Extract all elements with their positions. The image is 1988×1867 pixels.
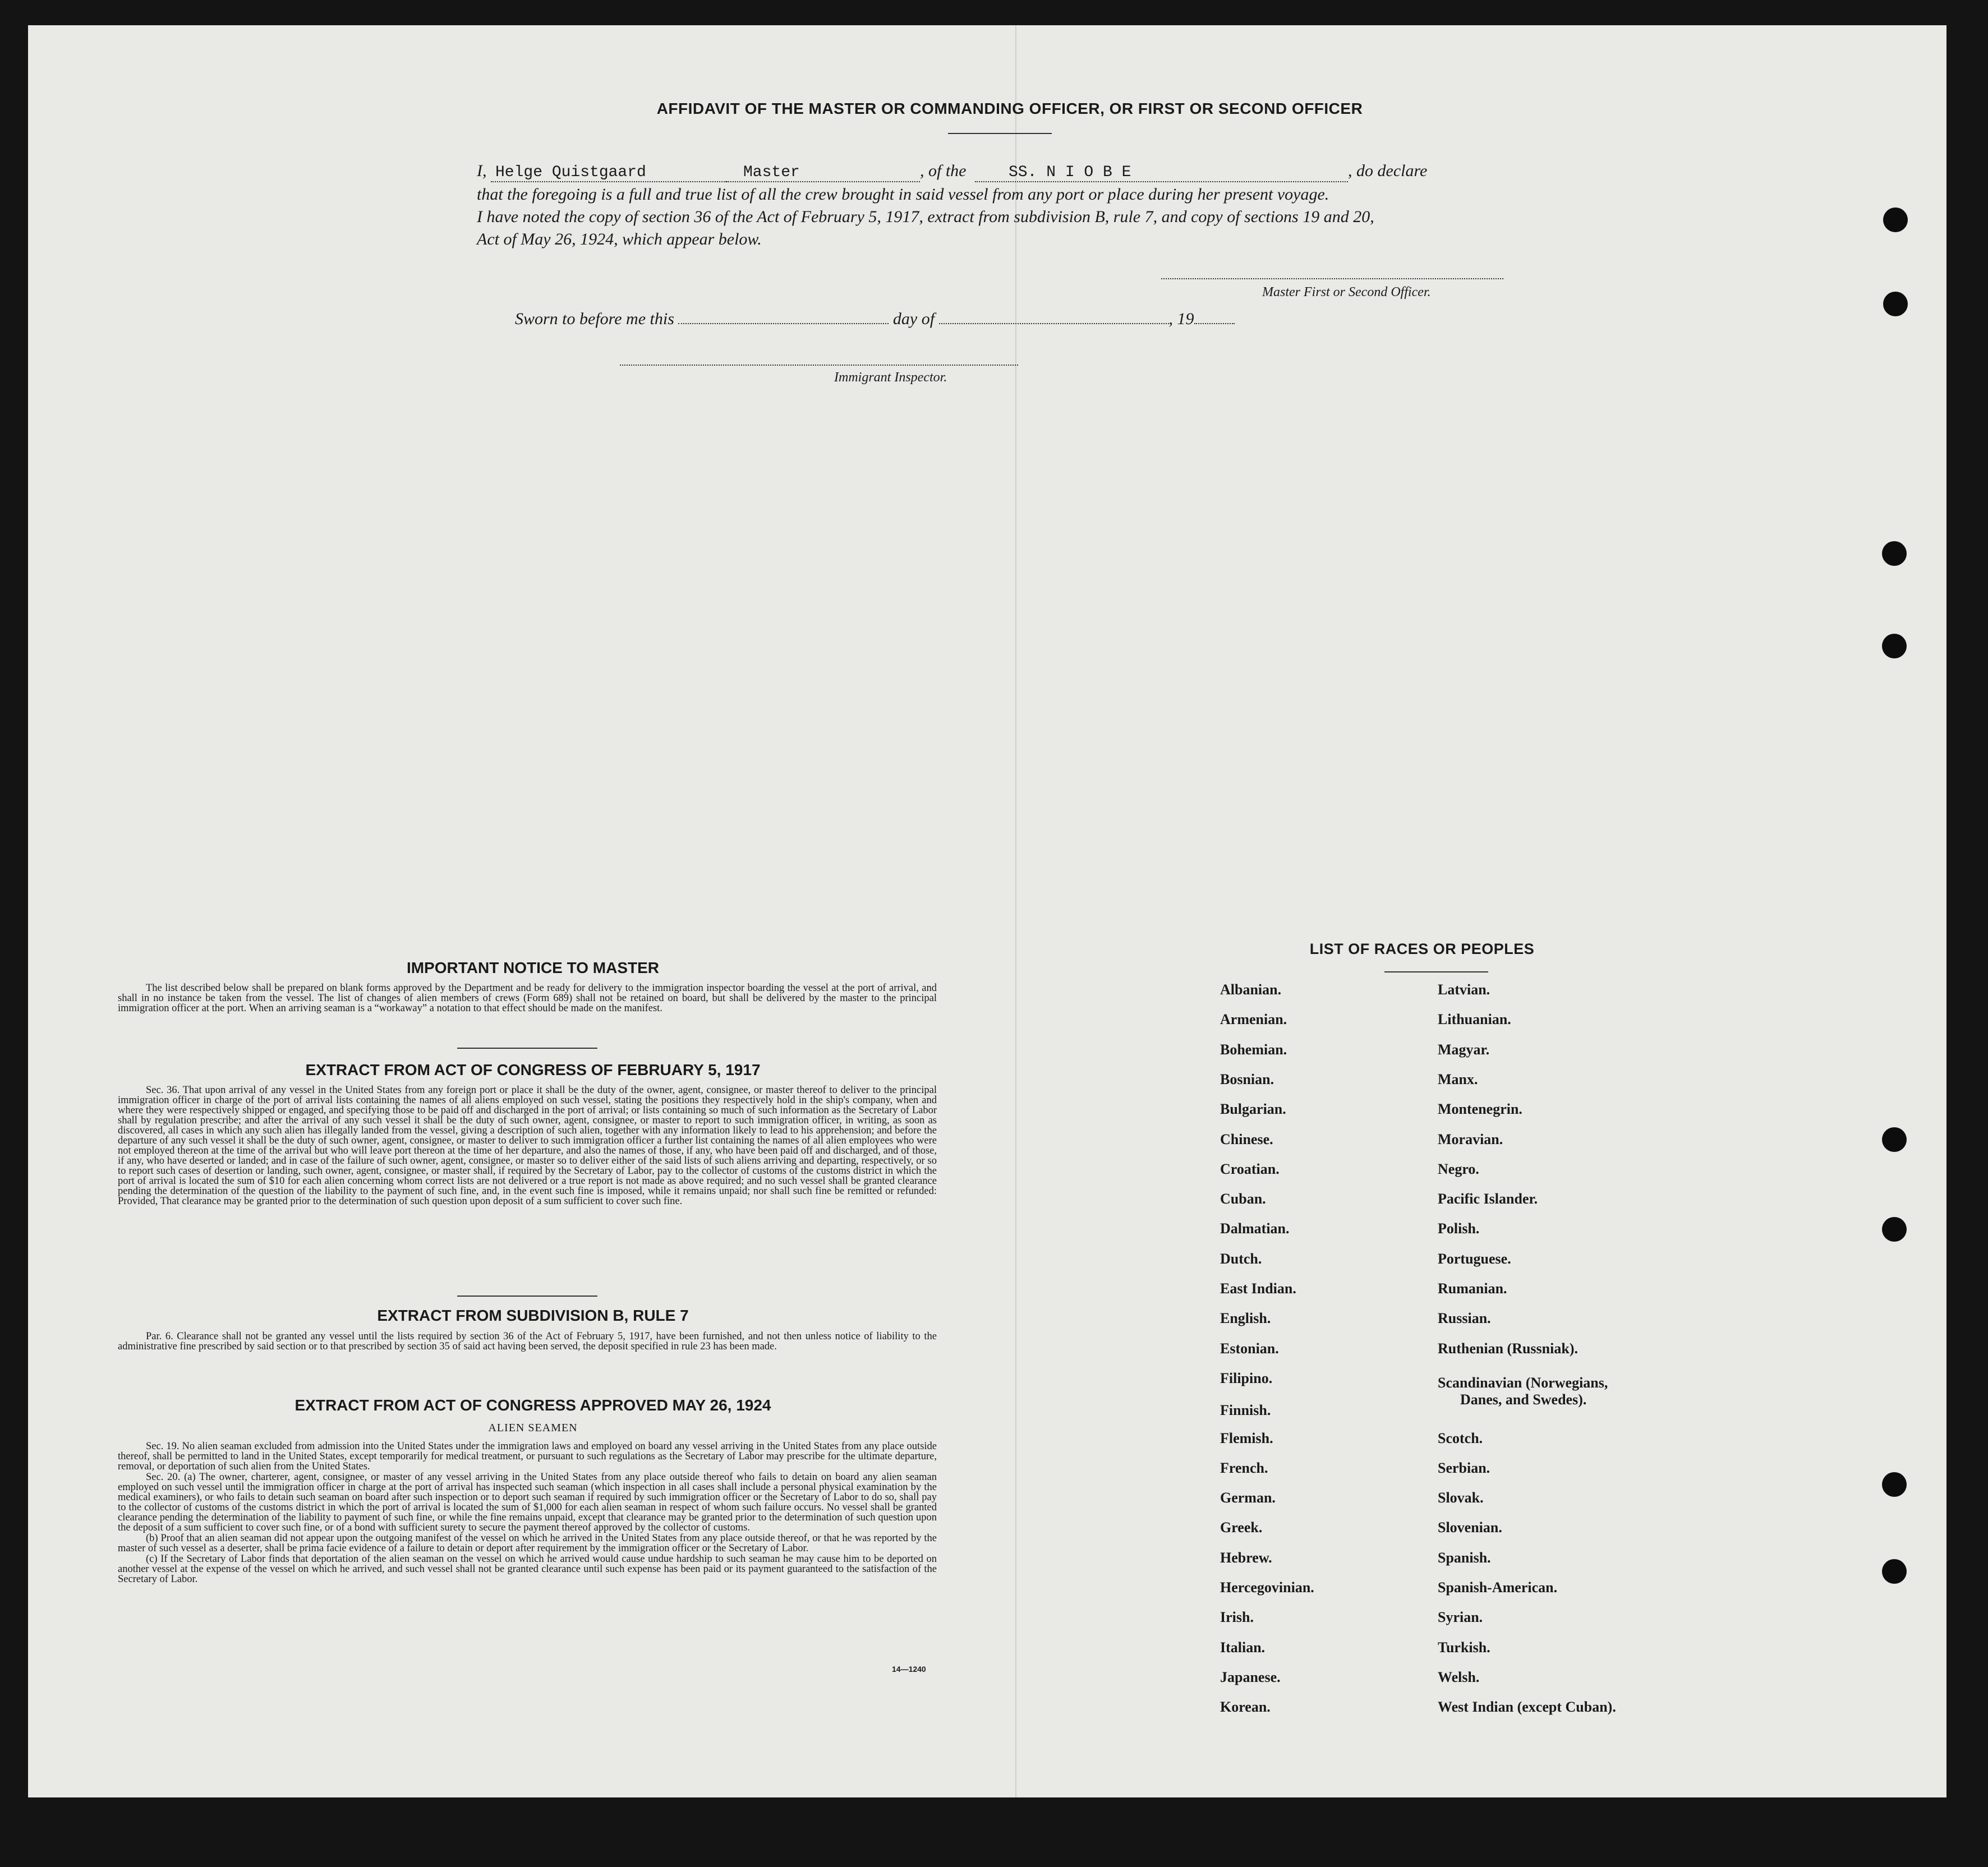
inspector-signature-line[interactable] (620, 365, 1018, 366)
race-item: Spanish-American. (1438, 1579, 1558, 1596)
race-item: Filipino. (1220, 1370, 1273, 1386)
race-item: Spanish. (1438, 1549, 1491, 1566)
punch-hole (1882, 1127, 1907, 1152)
race-item: Negro. (1438, 1160, 1479, 1177)
race-item: Pacific Islander. (1438, 1191, 1538, 1207)
race-row (1220, 1131, 1669, 1161)
race-row (1220, 1161, 1669, 1191)
affidavit-line-3: I have noted the copy of section 36 of the Act of February 5, 1917, extract from subdivision B, rule 7, and copy of sections 19 and 20, (477, 208, 1374, 226)
day-of-text: day of (892, 310, 935, 328)
race-item: German. (1220, 1490, 1276, 1506)
race-item: Japanese. (1220, 1668, 1281, 1685)
sworn-line (515, 310, 1235, 329)
race-item: Scotch. (1438, 1430, 1483, 1446)
extract-1924-text (118, 1441, 937, 1585)
affidavit-line-2: that the foregoing is a full and true list of all the crew brought in said vessel from any port or place during her present voyage. (477, 185, 1329, 204)
race-row (1220, 1101, 1669, 1131)
race-item: Slovak. (1438, 1490, 1484, 1506)
race-item: West Indian (except Cuban). (1438, 1699, 1616, 1716)
race-row (1220, 1579, 1669, 1609)
race-row (1220, 1340, 1669, 1370)
race-item: Bosnian. (1220, 1071, 1274, 1087)
race-item: Syrian. (1438, 1609, 1483, 1626)
race-row (1220, 1251, 1669, 1280)
race-item: Turkish. (1438, 1639, 1490, 1656)
affidavit-line-1 (477, 162, 1427, 182)
races-rule (1384, 971, 1488, 972)
race-item: Irish. (1220, 1609, 1254, 1626)
notice-heading: IMPORTANT NOTICE TO MASTER (406, 959, 660, 976)
race-row (1220, 1191, 1669, 1220)
officer-signature-line[interactable] (1161, 278, 1503, 279)
race-row (1220, 1639, 1669, 1669)
sec19-text: Sec. 19. No alien seaman excluded from admission into the United States under the immigration laws and employed on board any vessel arriving in the United States from any place outside thereof, shall be permitted to land in the United States, except temporarily for medical treatment, or pursuant to such regulations as the Secretary of Labor may prescribe for the ultimate departure, removal, or deportation of such alien from the United States. (118, 1441, 937, 1472)
race-row (1220, 1669, 1669, 1699)
race-item: Latvian. (1438, 981, 1490, 998)
officer-signature-label: Master First or Second Officer. (1262, 285, 1431, 299)
sworn-prefix: Sworn to before me this (515, 310, 674, 328)
race-item: Montenegrin. (1438, 1101, 1522, 1118)
page-fold (1015, 25, 1016, 1797)
race-item: Chinese. (1220, 1131, 1273, 1147)
race-row (1220, 1220, 1669, 1250)
races-heading: LIST OF RACES OR PEOPLES (1309, 941, 1535, 957)
race-row (1220, 1460, 1669, 1490)
race-row (1220, 1699, 1669, 1728)
race-item: Welsh. (1438, 1668, 1480, 1685)
race-item: Bohemian. (1220, 1041, 1287, 1058)
punch-hole (1883, 208, 1908, 232)
section-rule (457, 1296, 597, 1297)
punch-hole (1882, 541, 1907, 566)
year-prefix: , 19 (1168, 310, 1194, 328)
race-item: French. (1220, 1459, 1268, 1476)
race-item: Russian. (1438, 1310, 1491, 1327)
rank: Master (743, 164, 800, 181)
race-item: Hercegovinian. (1220, 1579, 1314, 1596)
race-item: Cuban. (1220, 1191, 1266, 1207)
race-row (1220, 1280, 1669, 1310)
race-item: Slovenian. (1438, 1519, 1502, 1536)
sworn-month-field[interactable] (939, 323, 1169, 324)
punch-hole (1883, 292, 1908, 316)
notice-text: The list described below shall be prepared on blank forms approved by the Department and be ready for delivery to the immigration inspector boarding the vessel at the port of arrival, and shall in no instance be taken from the vessel. The list of changes of alien members of crews (Form 689) shall not be retained on board, but shall be delivered by the master to the principal immigration officer at the port. When an arriving seaman is a “workaway” a notation to that effect should be made on the manifest. (118, 983, 937, 1014)
race-item: English. (1220, 1310, 1271, 1327)
race-row (1220, 1071, 1669, 1101)
race-item: Korean. (1220, 1699, 1271, 1716)
do-declare-text: , do declare (1348, 162, 1428, 180)
race-row (1220, 1430, 1669, 1460)
alien-seamen-subheading: ALIEN SEAMEN (488, 1422, 578, 1434)
race-item: Ruthenian (Russniak). (1438, 1340, 1578, 1357)
race-item: Italian. (1220, 1639, 1265, 1656)
race-item: Portuguese. (1438, 1250, 1511, 1267)
race-item: Armenian. (1220, 1011, 1287, 1028)
race-row (1220, 1400, 1669, 1430)
race-item: East Indian. (1220, 1280, 1296, 1297)
sworn-year-field[interactable] (1194, 323, 1235, 324)
extract-rule7-heading: EXTRACT FROM SUBDIVISION B, RULE 7 (377, 1307, 689, 1324)
form-number: 14—1240 (892, 1665, 926, 1674)
extract-rule7-text: Par. 6. Clearance shall not be granted any vessel until the lists required by section 36 of the Act of February 5, 1917, have been furnished, and not then unless notice of liability to the administrative fine prescribed by said section or to that prescribed by section 35 of said act having been served, the deposit specified in rule 23 has been made. (118, 1331, 937, 1352)
race-row (1220, 1490, 1669, 1519)
master-name-field[interactable] (491, 162, 726, 182)
affidavit-line-4: Act of May 26, 1924, which appear below. (477, 230, 762, 248)
title-rule (948, 133, 1052, 134)
race-item: Moravian. (1438, 1131, 1503, 1147)
race-item: Hebrew. (1220, 1549, 1272, 1566)
race-item: Manx. (1438, 1071, 1478, 1087)
race-item: Rumanian. (1438, 1280, 1507, 1297)
race-row (1220, 1310, 1669, 1340)
race-item: Dutch. (1220, 1250, 1262, 1267)
race-row (1220, 981, 1669, 1011)
race-item: Finnish. (1220, 1402, 1271, 1419)
race-row (1220, 1370, 1669, 1408)
vessel-field[interactable] (975, 162, 1348, 182)
race-item: Flemish. (1220, 1430, 1273, 1446)
extract-1924-heading: EXTRACT FROM ACT OF CONGRESS APPROVED MAY 26, 1924 (294, 1396, 771, 1414)
sec20c-text: (c) If the Secretary of Labor finds that deportation of the alien seaman on the vessel on which he arrived would cause undue hardship to such seaman he may cause him to be deported on another vessel at the expense of the vessel on which he arrived, and such vessel shall not be granted clearance until such expense has been paid or its payment guaranteed to the satisfaction of the Secretary of Labor. (118, 1553, 937, 1585)
punch-hole (1882, 1217, 1907, 1242)
sec20b-text: (b) Proof that an alien seaman did not appear upon the outgoing manifest of the vessel on which he arrived in the United States from any place outside thereof, or that he was reported by the master of such vessel as a deserter, shall be prima facie evidence of a failure to detain or deport after requirement by the immigration officer or the Secretary of Labor. (118, 1533, 937, 1554)
vessel-name: SS. N I O B E (1009, 164, 1131, 181)
race-item: Greek. (1220, 1519, 1263, 1536)
race-row (1220, 1609, 1669, 1639)
race-row (1220, 1041, 1669, 1071)
of-the-text: , of the (920, 162, 967, 180)
affidavit-title: AFFIDAVIT OF THE MASTER OR COMMANDING OFFICER, OR FIRST OR SECOND OFFICER (656, 100, 1363, 117)
race-item: Croatian. (1220, 1160, 1280, 1177)
race-row (1220, 1519, 1669, 1549)
punch-hole (1882, 1559, 1907, 1584)
punch-hole (1882, 634, 1907, 658)
race-row (1220, 1011, 1669, 1041)
section-rule (457, 1048, 597, 1049)
race-item: Dalmatian. (1220, 1220, 1290, 1237)
extract-1917-text: Sec. 36. That upon arrival of any vessel in the United States from any foreign port or place it shall be the duty of the owner, agent, consignee, or master thereof to deliver to the principal immigration officer in charge of the port of arrival lists containing the names of all aliens employed on such vessel, stating the positions they respectively hold in the ship's company, when and where they were respectively shipped or engaged, and specifying those to be paid off and discharged in the port of arrival; or lists containing so much of such information as the Secretary of Labor shall by regulation prescribe; and after the arrival of any such vessel it shall be the duty of such owner, agent, consignee, or master to report to such immigration officer, in writing, as soon as discovered, all cases in which any such alien has illegally landed from the vessel, giving a description of such alien, together with any information likely to lead to his apprehension; and before the departure of any such vessel it shall be the duty of such owner, agent, consignee, or master to deliver to such immigration officer a further list containing the names of all alien employees who were not employed thereon at the time of the arrival but who will leave port thereon at the time of her departure, and also the names of those, if any, who have been paid off and discharged, and of those, if any, who have deserted or landed; and in case of the failure of such owner, agent, consignee, or master so to deliver either of the said lists of such aliens arriving and departing, respectively, or so to report such cases of desertion or landing, such owner, agent, consignee, or master shall, if required by the Secretary of Labor, pay to the collector of customs of the customs district in which the port of arrival is located the sum of $10 for each alien concerning whom correct lists are not delivered or a true report is not made as above required; and no such vessel shall be granted clearance pending the determination of the question of the liability to the payment of such fine, and, in the event such fine is imposed, while it remains unpaid; nor shall such fine be remitted or refunded: Provided, That clearance may be granted prior to the determination of such question upon deposit of a sum sufficient to cover such fine. (118, 1085, 937, 1207)
race-item: Polish. (1438, 1220, 1480, 1237)
race-item: Magyar. (1438, 1041, 1490, 1058)
sec20a-text: Sec. 20. (a) The owner, charterer, agent, consignee, or master of any vessel arriving in the United States from any place outside thereof who fails to detain on board any alien seaman employed on such vessel until the immigration officer in charge at the port of arrival has inspected such seaman (which inspection in all cases shall include a personal physical examination by the medical examiners), or who fails to detain such seaman on board after such inspection or to deport such seaman if required by such immigration officer or the Secretary of Labor to do so, shall pay to the collector of customs of the customs district in which the port of arrival is located the sum of $1,000 for each alien seaman in respect of whom such failure occurs. No vessel shall be granted clearance pending the determination of the liability to payment of such fine, or while the fine remains unpaid, except that clearance may be granted prior to the determination of such question upon the deposit of a sum sufficient to cover such fine, or of a bond with sufficient surety to secure the payment thereof approved by the collector of customs. (118, 1472, 937, 1533)
race-item-line: Danes, and Swedes). (1460, 1391, 1587, 1408)
race-item: Lithuanian. (1438, 1011, 1511, 1028)
sworn-day-field[interactable] (678, 323, 889, 324)
race-item: Estonian. (1220, 1340, 1279, 1357)
race-item-line: Scandinavian (Norwegians, (1438, 1374, 1608, 1391)
race-item: Bulgarian. (1220, 1101, 1286, 1118)
race-item: Serbian. (1438, 1459, 1490, 1476)
punch-hole (1882, 1472, 1907, 1497)
pronoun: I, (477, 162, 487, 180)
master-name: Helge Quistgaard (495, 164, 646, 181)
rank-field[interactable] (726, 162, 920, 182)
race-item: Albanian. (1220, 981, 1282, 998)
inspector-label: Immigrant Inspector. (834, 370, 947, 385)
extract-1917-heading: EXTRACT FROM ACT OF CONGRESS OF FEBRUARY 5, 1917 (305, 1061, 761, 1078)
race-row (1220, 1550, 1669, 1579)
